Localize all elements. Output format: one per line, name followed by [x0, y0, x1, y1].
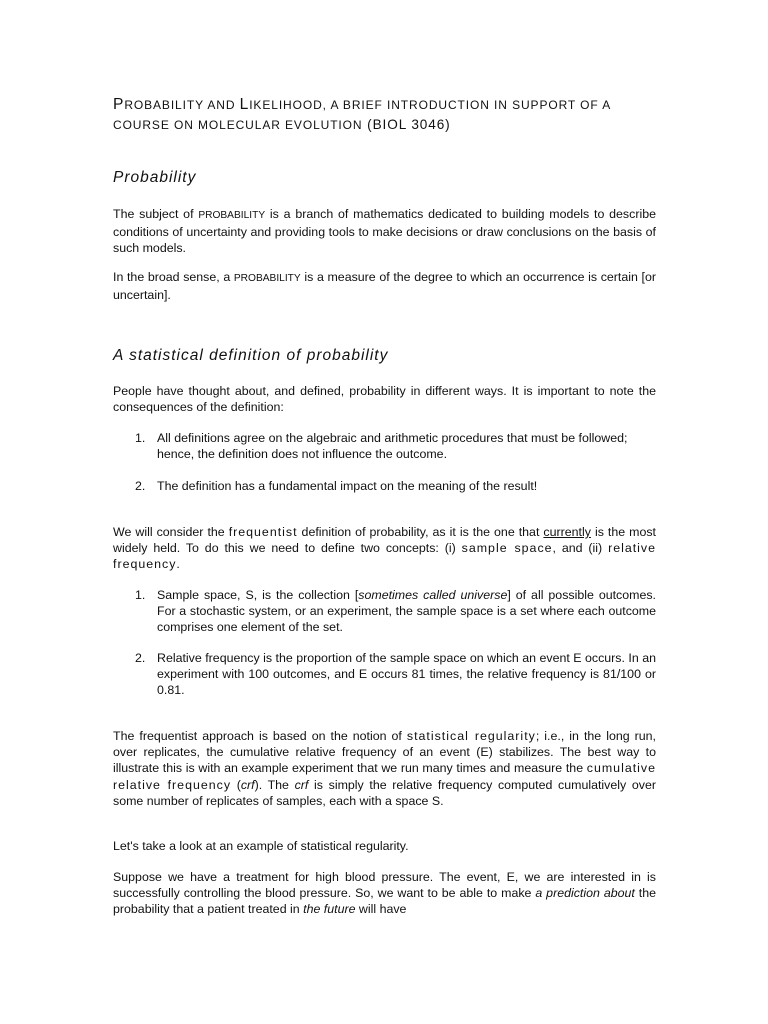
paragraph-frequentist: We will consider the frequentist definition of probability, as it is the one that currently is the most widely held. To do this we need to define two concepts: (i) sample space, and (ii) relative frequency.: [113, 525, 657, 572]
list-item: 2. Relative frequency is the proportion of the sample space on which an event E occurs. In an experiment with 100 outcomes, and E occurs 81 times, the relative frequency is 81/100 or 0.81.: [135, 651, 656, 698]
list-item: 2. The definition has a fundamental impact on the meaning of the result!: [135, 479, 538, 493]
paragraph-statistical-regularity: The frequentist approach is based on the notion of statistical regularity; i.e., in the long run, over replicates, the cumulative relative frequency of an event (E) stabilizes. The best way to illustrate this is with an example experiment that we run many times and measure the cumulative relative frequency (crf). The crf is simply the relative frequency computed cumulatively over some number of replicates of samples, each with a space S.: [113, 729, 656, 808]
heading-probability: Probability: [113, 169, 197, 186]
paragraph-blood-pressure: Suppose we have a treatment for high blood pressure. The event, E, we are interested in is successfully controlling the blood pressure. So, we want to be able to make a prediction about the probability that a patient treated in the future will have: [113, 870, 657, 917]
paragraph-probability-definition: The subject of PROBABILITY is a branch of mathematics dedicated to building models to describe conditions of uncertainty and providing tools to make decisions or draw conclusions on the basis of such models.: [113, 207, 656, 256]
paragraph-broad-sense: In the broad sense, a PROBABILITY is a measure of the degree to which an occurrence is certain [or uncertain].: [113, 270, 657, 303]
heading-statistical-definition: A statistical definition of probability: [113, 347, 389, 364]
document-title: PROBABILITY AND LIKELIHOOD, A BRIEF INTRODUCTION IN SUPPORT OF A COURSE ON MOLECULAR EVOLUTION (BIOL 3046): [113, 96, 612, 132]
list-item: 1. Sample space, S, is the collection [sometimes called universe] of all possible outcomes. For a stochastic system, or an experiment, the sample space is a set where each outcome comprises one element of the set.: [135, 588, 656, 635]
list-item: 1. All definitions agree on the algebraic and arithmetic procedures that must be followed; hence, the definition does not influence the outcome.: [135, 431, 628, 462]
paragraph-lets-look: Let's take a look at an example of statistical regularity.: [113, 839, 409, 853]
paragraph-definitions-intro: People have thought about, and defined, probability in different ways. It is important to note the consequences of the definition:: [113, 384, 656, 415]
